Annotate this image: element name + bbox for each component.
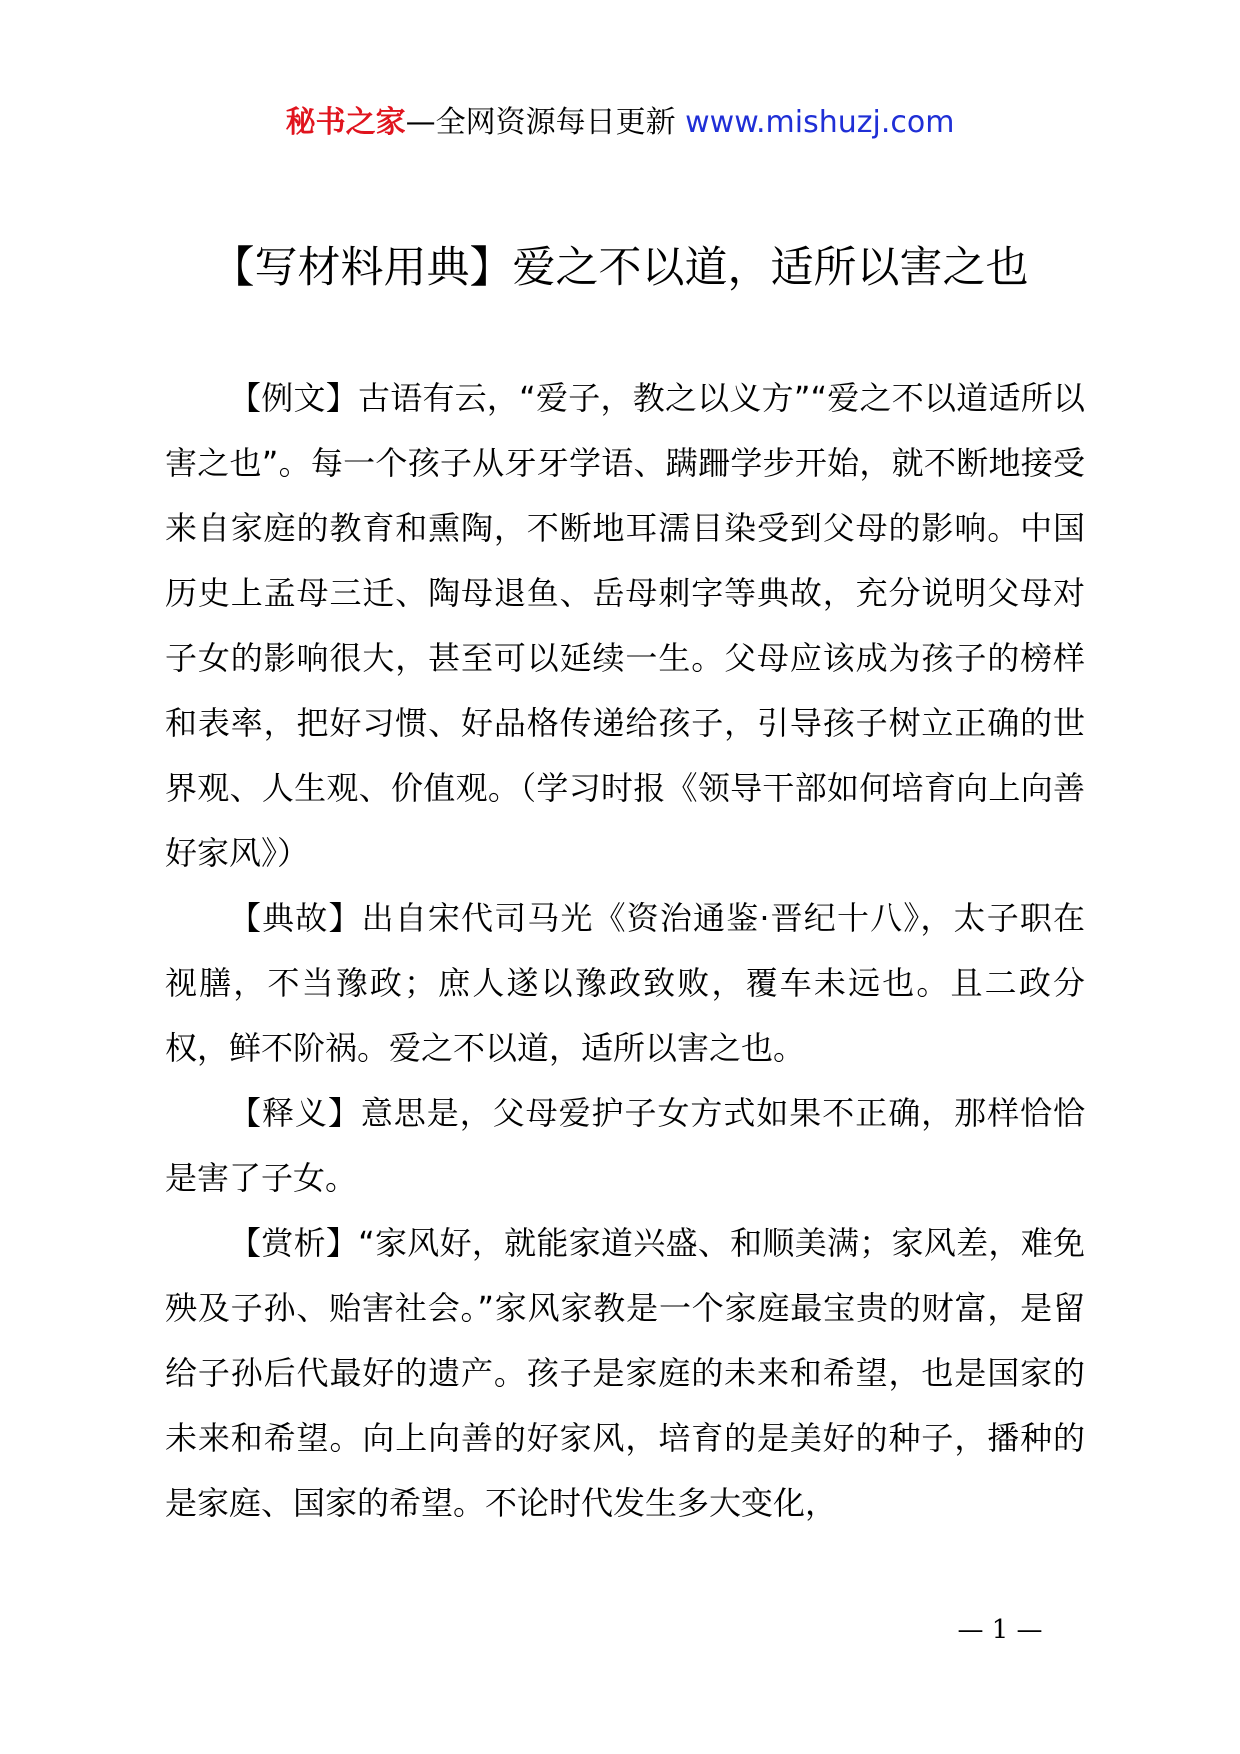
site-tagline: —全网资源每日更新 [405, 105, 676, 140]
paragraph-example: 【例文】古语有云，“爱子，教之以义方”“爱之不以道适所以害之也”。每一个孩子从牙牙学语、蹒跚学步开始，就不断地接受来自家庭的教育和熏陶，不断地耳濡目染受到父母的影响。中国历史上孟母三迁、陶母退鱼、岳母刺字等典故，充分说明父母对子女的影响很大，甚至可以延续一生。父母应该成为孩子的榜样和表率，把好习惯、好品格传递给孩子，引导孩子树立正确的世界观、人生观、价值观。（学习时报《领导干部如何培育向上向善好家风》） [165, 379, 1085, 872]
site-url-link[interactable]: www.mishuzj.com [685, 105, 955, 140]
document-body [165, 366, 1085, 1536]
paragraph-appreciation: 【赏析】“家风好，就能家道兴盛、和顺美满；家风差，难免殃及子孙、贻害社会。”家风家教是一个家庭最宝贵的财富，是留给子孙后代最好的遗产。孩子是家庭的未来和希望，也是国家的未来和希望。向上向善的好家风，培育的是美好的种子，播种的是家庭、国家的希望。不论时代发生多大变化， [165, 1224, 1085, 1522]
site-brand: 秘书之家 [285, 105, 406, 140]
site-header [0, 100, 1240, 146]
paragraph-allusion: 【典故】出自宋代司马光《资治通鉴·晋纪十八》，太子职在视膳，不当豫政；庶人遂以豫政致败，覆车未远也。且二政分权，鲜不阶祸。爱之不以道，适所以害之也。 [165, 899, 1085, 1067]
document-title: 【写材料用典】爱之不以道，适所以害之也 [211, 243, 1029, 293]
page-number: — 1 — [957, 1615, 1043, 1645]
paragraph-meaning: 【释义】意思是，父母爱护子女方式如果不正确，那样恰恰是害了子女。 [165, 1094, 1085, 1197]
